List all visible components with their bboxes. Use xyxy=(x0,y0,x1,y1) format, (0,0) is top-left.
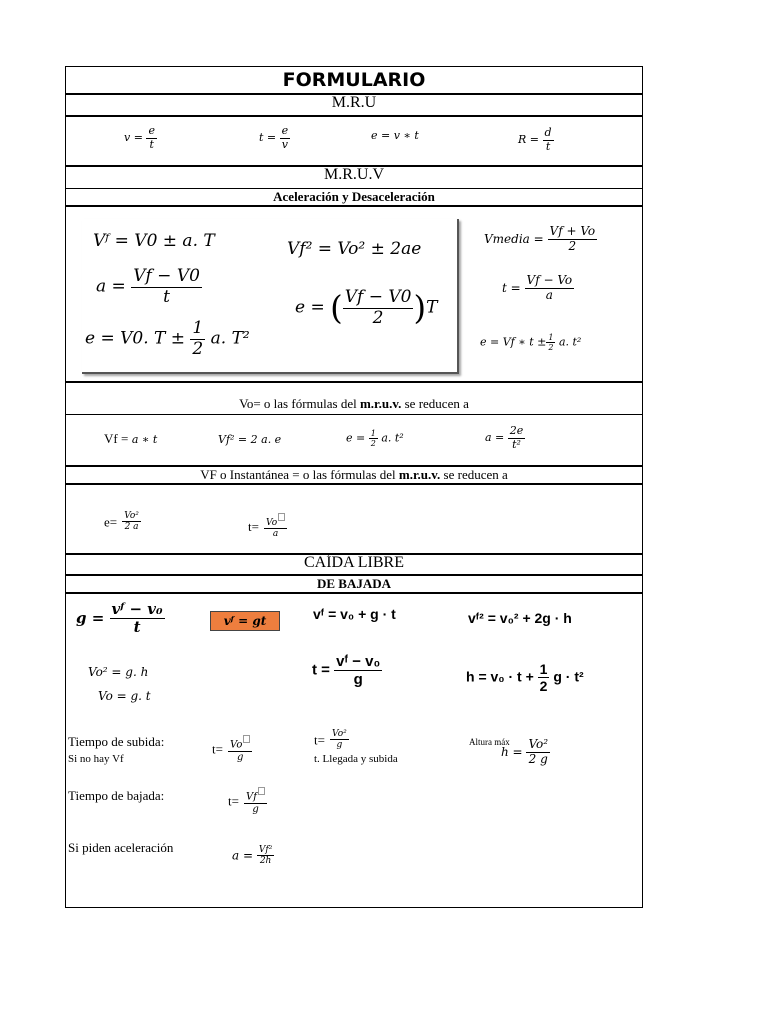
divider xyxy=(66,414,642,415)
mruv-acceleration-formula: a = $\frac{Vf - V0}{t}$ xyxy=(96,266,200,307)
divider xyxy=(66,381,642,383)
mruv-distance-formula: e = V0. T ± $\frac{1}{2}$ a. T² xyxy=(85,318,250,359)
caida-gravity-formula: g = $\frac{\text{vᶠ − v₀}}{t}$ xyxy=(76,600,163,637)
formula-sheet xyxy=(65,66,643,908)
altura-formula: h = $\frac{\text{Vo²}}{2 g}$ xyxy=(501,737,549,766)
divider xyxy=(66,115,642,117)
mruv-velocity-squared-formula: Vf² = Vo² ± 2ae xyxy=(287,239,422,259)
mruv-time-formula: t = $\frac{Vf - Vo}{a}$ xyxy=(502,273,573,302)
mru-time-formula: t = $\frac{e}{v}$ xyxy=(259,124,289,151)
subida-label: Tiempo de subida: xyxy=(68,734,165,749)
caida-velocity-highlight: vᶠ = gt xyxy=(210,611,280,631)
mru-velocity-formula: v = $\frac{e}{t}$ xyxy=(124,124,155,151)
caida-velocity-squared-formula: vᶠ² = v₀² + 2g · h xyxy=(468,610,572,626)
vo-zero-velocity-formula: Vf = a ∗ t xyxy=(104,431,158,446)
vo-zero-velocity-squared-formula: Vf² = 2 a. e xyxy=(218,433,282,446)
altura-label: Altura máx xyxy=(469,737,510,747)
vf-zero-note: VF o Instantánea = o las fórmulas del m.r.u.v. se reducen a xyxy=(200,467,508,482)
divider xyxy=(66,483,642,485)
caida-vo-squared-formula: Vo² = g. h xyxy=(88,665,149,679)
mruv-mean-velocity-formula: Vmedia = $\frac{Vf + Vo}{2}$ xyxy=(484,224,596,253)
mru-distance-formula: e = v ∗ t xyxy=(371,129,419,142)
mru-ratio-formula: R = $\frac{d}{t}$ xyxy=(518,126,552,153)
aceleracion-formula: a = $\frac{\text{Vf²}}{2h}$ xyxy=(232,845,273,867)
caida-subheading: DE BAJADA xyxy=(316,576,392,591)
vo-zero-acceleration-formula: a = $\frac{2e}{\text{t²}}$ xyxy=(485,424,524,451)
caida-time-formula: t = $\frac{\text{vᶠ − v₀}}{g}$ xyxy=(312,653,381,689)
divider xyxy=(66,592,642,594)
caida-velocity-formula: vᶠ = v₀ + g · t xyxy=(313,606,396,622)
mruv-final-velocity-formula: Vᶠ = V0 ± a. T xyxy=(93,231,215,251)
subida-note: Si no hay Vf xyxy=(68,753,124,765)
mruv-subheading: Aceleración y Desaceleración xyxy=(273,189,435,204)
aceleracion-label: Si piden aceleración xyxy=(68,840,174,855)
llegada-note: t. Llegada y subida xyxy=(314,753,398,765)
mruv-distance-mean-formula: e = Vf ∗ t ± $\frac{1}{2}$ a. t² xyxy=(480,333,582,353)
sheet-title: FORMULARIO xyxy=(282,69,426,91)
caida-height-formula: h = v₀ · t + $\frac{1}{2}$ g · t² xyxy=(466,661,584,695)
bajada-label: Tiempo de bajada: xyxy=(68,788,165,803)
divider xyxy=(66,205,642,207)
vf-zero-time-formula: t= $\frac{Vo}{a}$ xyxy=(248,513,287,540)
bajada-time-formula: t= $\frac{Vf}{g}$ xyxy=(228,787,267,815)
subida-time-formula: t= $\frac{Vo}{g}$ xyxy=(212,735,252,763)
vf-zero-distance-formula: e= $\frac{\text{Vo²}}{2 a}$ xyxy=(104,511,139,533)
caida-heading: CAÍDA LIBRE xyxy=(304,554,404,571)
llegada-time-formula: t= $\frac{\text{Vo²}}{g}$ xyxy=(314,729,347,751)
mruv-heading: M.R.U.V xyxy=(323,166,384,183)
mru-heading: M.R.U xyxy=(331,94,377,111)
caida-vo-formula: Vo = g. t xyxy=(98,689,151,703)
vo-zero-note: Vo= o las fórmulas del m.r.u.v. se reducen a xyxy=(239,396,469,411)
mruv-distance-average-formula: e = ( $\frac{Vf - V0}{2}$ )T xyxy=(295,287,438,328)
vo-zero-distance-formula: e = $\frac{1}{2}$ a. t² xyxy=(346,429,404,449)
